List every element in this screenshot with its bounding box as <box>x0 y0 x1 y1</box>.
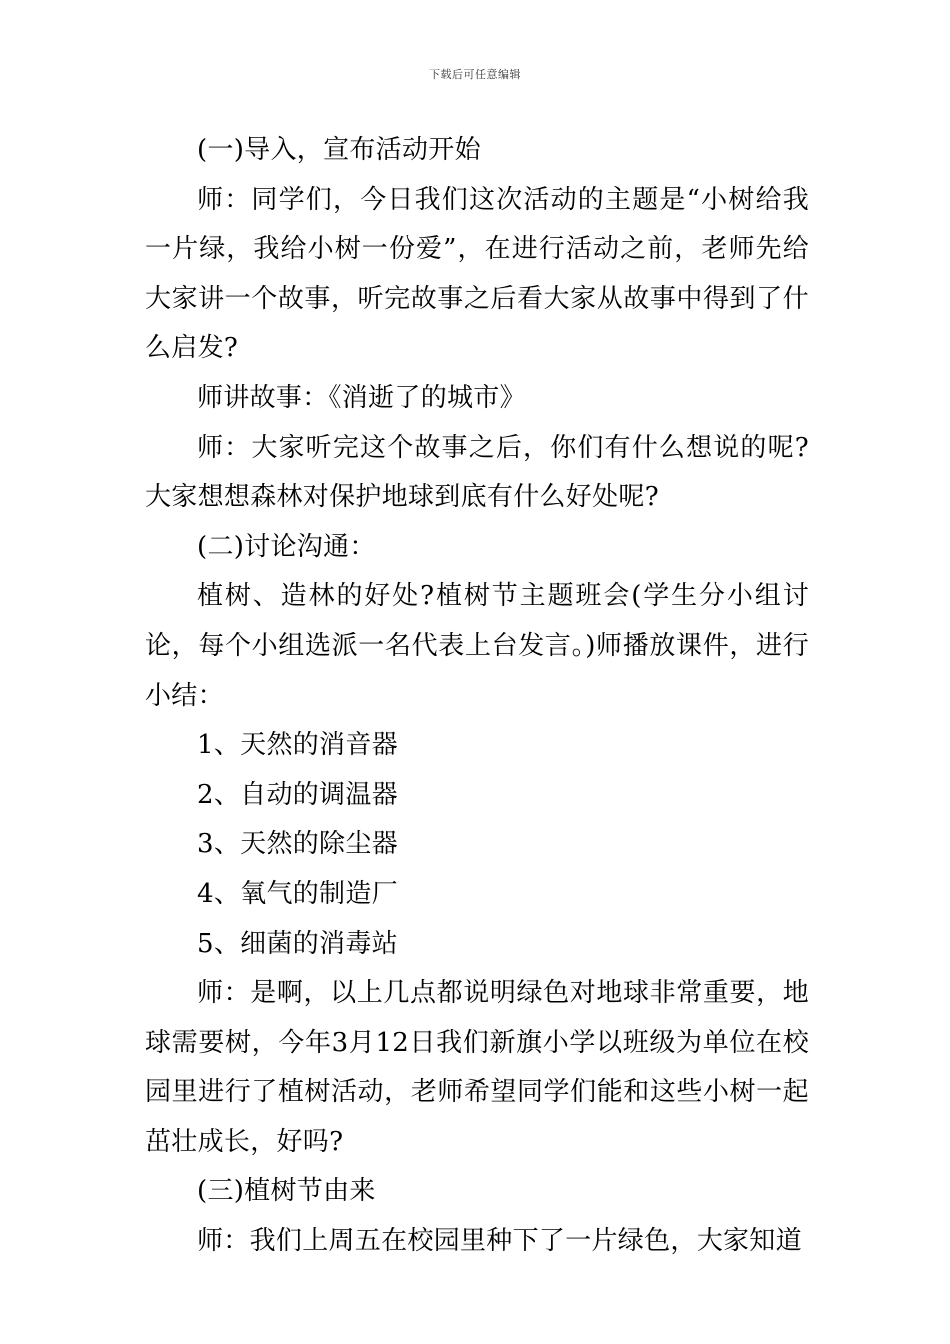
document-body <box>145 126 809 1267</box>
paragraph: 师讲故事：《消逝了的城市》 <box>197 382 526 413</box>
paragraph: 师：大家听完这个故事之后，你们有什么想说的呢?大家想想森林对保护地球到底有什么好处呢? <box>145 432 809 513</box>
list-item: 4、氧气的制造厂 <box>197 878 398 909</box>
paragraph: 师：我们上周五在校园里种下了一片绿色，大家知道 <box>197 1226 802 1257</box>
header-note: 下载后可任意编辑 <box>429 68 521 81</box>
section-heading-intro: (一)导入，宣布活动开始 <box>197 135 481 165</box>
section-heading-origin: (三)植树节由来 <box>197 1176 376 1207</box>
list-item: 3、天然的除尘器 <box>197 829 398 860</box>
paragraph: 植树、造林的好处?植树节主题班会(学生分小组讨论，每个小组选派一名代表上台发言。)师播放课件，进行小结： <box>145 581 809 711</box>
paragraph: 师：是啊，以上几点都说明绿色对地球非常重要，地球需要树，今年3月12日我们新旗小学以班级为单位在校园里进行了植树活动，老师希望同学们能和这些小树一起茁壮成长，好吗? <box>145 978 809 1157</box>
paragraph: 师：同学们，今日我们这次活动的主题是“小树给我一片绿，我给小树一份爱”，在进行活动之前，老师先给大家讲一个故事，听完故事之后看大家从故事中得到了什么启发? <box>145 184 809 364</box>
list-item: 5、细菌的消毒站 <box>197 928 398 959</box>
list-item: 2、自动的调温器 <box>197 779 398 810</box>
section-heading-discussion: (二)讨论沟通： <box>197 531 376 562</box>
list-item: 1、天然的消音器 <box>197 730 398 761</box>
